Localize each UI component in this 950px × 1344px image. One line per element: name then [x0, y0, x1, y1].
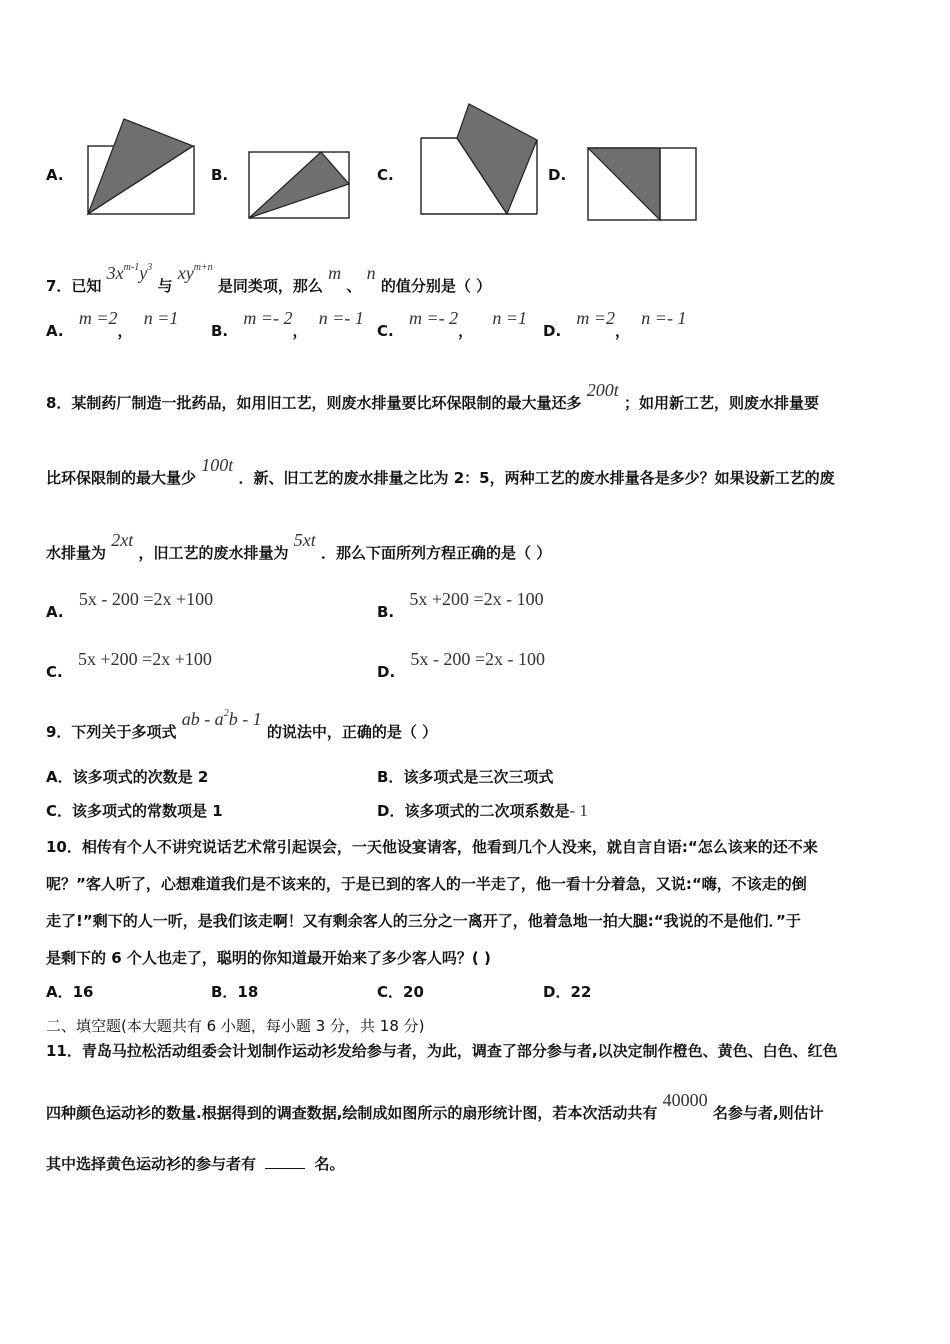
q8-line2b: ．新、旧工艺的废水排量之比为 2：5，两种工艺的废水排量各是多少？如果设新工艺的废 — [238, 469, 835, 487]
q7-option-c — [377, 308, 527, 341]
q7-option-b-m: m =- 2 — [243, 308, 293, 328]
q11-line2a: 四种颜色运动衫的数量.根据得到的调查数据,绘制成如图所示的扇形统计图，若本次活动共有 — [46, 1104, 658, 1122]
q7-option-c-n: n =1 — [492, 308, 527, 328]
q8-option-a-expr: 5x - 200 =2x +100 — [78, 589, 214, 609]
q11-line3b: 名。 — [314, 1155, 345, 1173]
q9-option-d-value: - 1 — [569, 801, 588, 820]
q9-expr-exp: 2 — [223, 708, 229, 719]
q10-option-b: B．18 — [211, 983, 259, 1001]
q7-number: 7．已知 — [46, 277, 102, 295]
q9-expr — [182, 709, 262, 729]
q7-option-b — [211, 308, 364, 341]
q7-term1-y: y — [139, 263, 148, 283]
q7-term1-y-exp: 3 — [147, 262, 153, 273]
q7-term1 — [107, 263, 153, 283]
q10-line-4: 是剩下的 6 个人也走了，聪明的你知道最开始来了多少客人吗？( ) — [46, 949, 491, 967]
q8-line2a: 比环保限制的最大量少 — [46, 469, 197, 487]
q7-m: m — [328, 263, 342, 283]
q7-term1-exp: m-1 — [123, 262, 140, 273]
q6-option-d-figure — [586, 145, 702, 223]
q9-option-d-text: D．该多项式的二次项系数是 — [377, 802, 570, 820]
q9-expr-b: b - 1 — [228, 709, 262, 729]
q8-line3b: ，旧工艺的废水排量为 — [138, 544, 289, 562]
q9-option-d — [377, 800, 588, 821]
q7-option-b-letter: B. — [211, 322, 229, 340]
q11-math-40000: 40000 — [662, 1090, 708, 1110]
q7-option-c-m: m =- 2 — [408, 308, 459, 328]
q7-stem — [46, 262, 492, 296]
q7-option-a-m: m =2 — [78, 308, 118, 328]
q10-option-c: C．20 — [377, 983, 424, 1001]
q8-option-c — [46, 649, 212, 682]
q7-term2 — [178, 263, 213, 283]
q6-option-a-figure — [86, 116, 198, 222]
q8-math-5xt: 5xt — [293, 530, 316, 550]
q8-option-c-letter: C. — [46, 663, 63, 681]
q8-line-2 — [46, 455, 835, 488]
q9-tail: 的说法中，正确的是（ ） — [266, 723, 438, 741]
q7-option-d-m: m =2 — [576, 308, 616, 328]
q8-option-d — [377, 649, 546, 682]
q11-line2b: 名参与者,则估计 — [712, 1104, 824, 1122]
q10-option-a: A．16 — [46, 983, 94, 1001]
q7-option-c-comma: ， — [458, 322, 474, 340]
q10-option-d: D．22 — [543, 983, 592, 1001]
q7-option-a-comma: ， — [117, 322, 133, 340]
q7-option-d-letter: D. — [543, 322, 562, 340]
q7-option-b-comma: ， — [292, 322, 308, 340]
q7-mid: 是同类项，那么 — [217, 277, 323, 295]
q11-answer-blank[interactable] — [265, 1156, 305, 1169]
q8-math-100t: 100t — [201, 455, 234, 475]
q7-term2-base: xy — [177, 263, 194, 283]
q9-option-b: B．该多项式是三次三项式 — [377, 768, 554, 786]
q8-option-d-expr: 5x - 200 =2x - 100 — [410, 649, 546, 669]
q8-math-200t: 200t — [586, 380, 619, 400]
q9-number: 9．下列关于多项式 — [46, 723, 177, 741]
q7-option-a-n: n =1 — [143, 308, 179, 328]
q7-option-d-comma: ， — [615, 322, 631, 340]
q8-line1a: 8．某制药厂制造一批药品，如用旧工艺，则废水排量要比环保限制的最大量还多 — [46, 394, 582, 412]
q8-option-b-letter: B. — [377, 603, 395, 621]
q9-option-a: A．该多项式的次数是 2 — [46, 768, 209, 786]
q7-option-b-n: n =- 1 — [318, 308, 364, 328]
q6-option-b-letter: B. — [211, 166, 229, 184]
q7-option-d-n: n =- 1 — [641, 308, 687, 328]
q8-math-2xt: 2xt — [111, 530, 134, 550]
q8-option-b-expr: 5x +200 =2x - 100 — [409, 589, 544, 609]
q11-line-3 — [46, 1153, 345, 1174]
q9-option-c: C．该多项式的常数项是 1 — [46, 802, 223, 820]
q8-option-b — [377, 589, 544, 622]
q7-option-c-letter: C. — [377, 322, 394, 340]
q10-line-3: 走了!”剩下的人一听，是我们该走啊！又有剩余客人的三分之一离开了，他着急地一拍大腿:“我说的不是他们．”于 — [46, 912, 801, 930]
q7-with: 与 — [157, 277, 173, 295]
q11-line3a: 其中选择黄色运动衫的参与者有 — [46, 1155, 257, 1173]
q7-option-a — [46, 308, 179, 341]
q8-line-1 — [46, 380, 819, 413]
q8-line-3 — [46, 530, 552, 563]
q6-option-c-letter: C. — [377, 166, 394, 184]
q6-option-d-letter: D. — [548, 166, 567, 184]
q11-line-2 — [46, 1090, 824, 1123]
q8-option-a-letter: A. — [46, 603, 64, 621]
q7-option-a-letter: A. — [46, 322, 64, 340]
q8-line1b: ；如用新工艺，则废水排量要 — [623, 394, 819, 412]
q9-expr-a: ab - a — [181, 709, 224, 729]
q7-tail: 的值分别是（ ） — [380, 277, 492, 295]
q10-line-1: 10．相传有个人不讲究说话艺术常引起误会，一天他设宴请客，他看到几个人没来，就自言自语:“怎么该来的还不来 — [46, 838, 818, 856]
q11-line-1: 11．青岛马拉松活动组委会计划制作运动衫发给参与者，为此，调查了部分参与者,以决定制作橙色、黄色、白色、红色 — [46, 1042, 838, 1060]
q7-sep: 、 — [346, 277, 362, 295]
q10-line-2: 呢？”客人听了，心想难道我们是不该来的，于是已到的客人的一半走了，他一看十分着急，又说:“嗨，不该走的倒 — [46, 875, 807, 893]
q8-option-a — [46, 589, 214, 622]
q6-option-b-figure — [247, 148, 353, 222]
q6-option-c-figure — [417, 100, 541, 220]
q7-term1-base: 3x — [106, 263, 124, 283]
q7-option-d — [543, 308, 687, 341]
q7-term2-exp: m+n — [193, 262, 213, 273]
q8-option-c-expr: 5x +200 =2x +100 — [77, 649, 212, 669]
q6-option-a-letter: A. — [46, 166, 64, 184]
q8-option-d-letter: D. — [377, 663, 396, 681]
q9-stem — [46, 708, 438, 742]
q7-n: n — [366, 263, 376, 283]
section-2-heading: 二、填空题(本大题共有 6 小题，每小题 3 分，共 18 分) — [46, 1017, 425, 1035]
q8-line3a: 水排量为 — [46, 544, 107, 562]
q8-line3c: ．那么下面所列方程正确的是（ ） — [320, 544, 552, 562]
